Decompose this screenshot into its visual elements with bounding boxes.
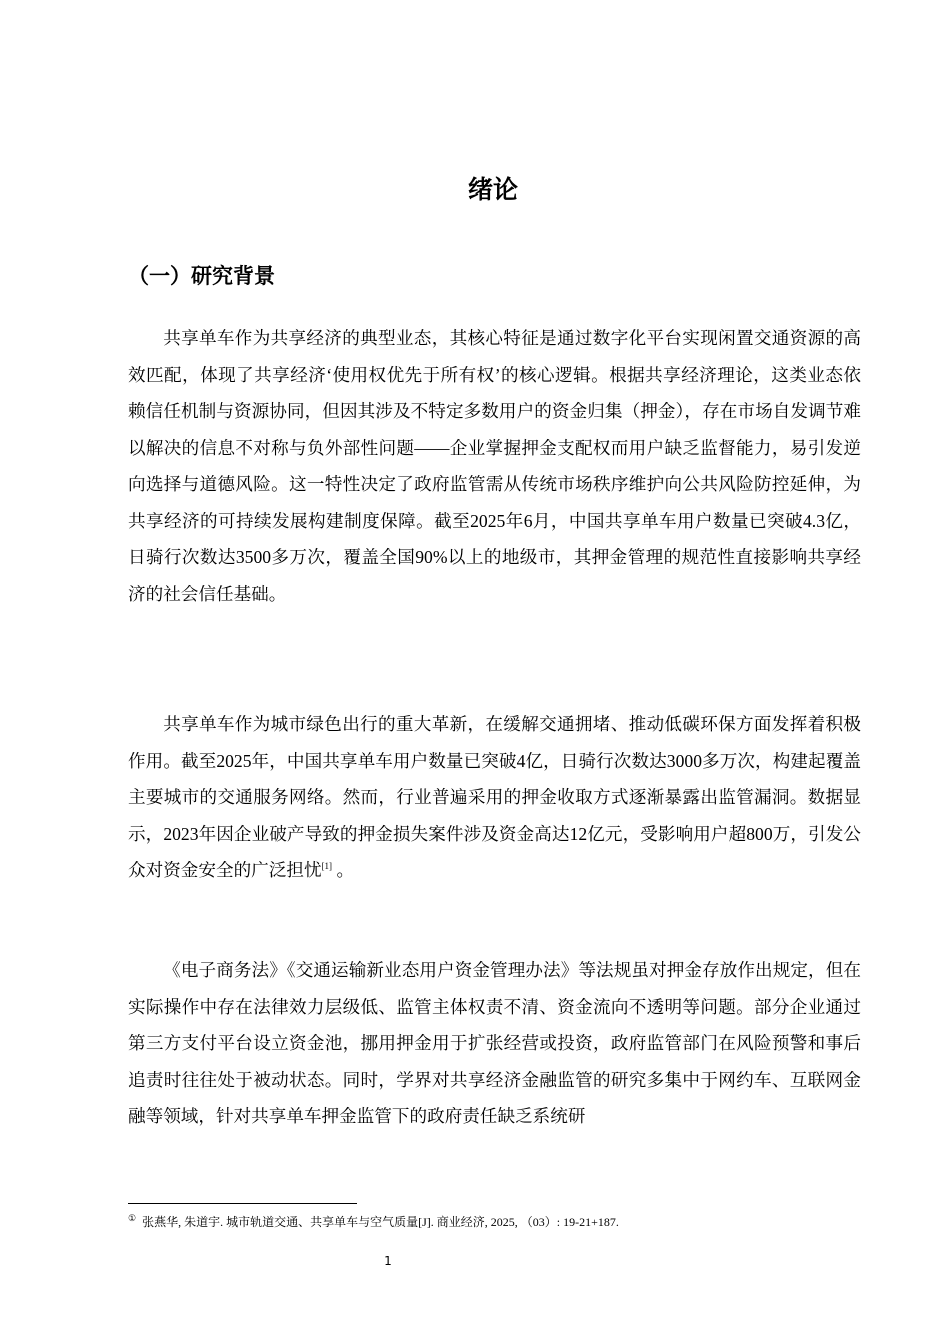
paragraph-text-tail: 。 [332,860,355,880]
page-title: 绪论 [467,175,518,204]
section-heading: （一）研究背景 [128,264,275,288]
footnote [128,1213,868,1231]
paragraph-text: 《电子商务法》《交通运输新业态用户资金管理办法》等法规虽对押金存放作出规定，但在实际操作中存在法律效力层级低、监管主体权责不清、资金流向不透明等问题。部分企业通过第三方支付平台设立资金池，挪用押金用于扩张经营或投资，政府监管部门在风险预警和事后追责时往往处于被动状态。同时，学界对共享经济金融监管的研究多集中于网约车、互联网金融等领域，针对共享单车押金监管下的政府责任缺乏系统研 [128,960,861,1126]
paragraph-text [128,706,861,889]
paragraph-text-main: 共享单车作为城市绿色出行的重大革新，在缓解交通拥堵、推动低碳环保方面发挥着积极作用。截至2025年，中国共享单车用户数量已突破4亿，日骑行次数达3000多万次，构建起覆盖主要城市的交通服务网络。然而，行业普遍采用的押金收取方式逐渐暴露出监管漏洞。数据显示，2023年因企业破产导致的押金损失案件涉及资金高达12亿元，受影响用户超800万，引发公众对资金安全的广泛担忧 [128,714,861,880]
citation-reference[interactable]: [1] [321,861,333,872]
body-paragraph-1 [128,320,861,612]
footnote-text: 张燕华, 朱道宇. 城市轨道交通、共享单车与空气质量[J]. 商业经济, 2025, （03）: 19-21+187. [142,1215,619,1229]
body-paragraph-3 [128,952,861,1135]
footnote-divider [128,1203,357,1204]
footnote-marker: ① [128,1213,137,1223]
page-number: 1 [384,1254,392,1268]
body-paragraph-2 [128,706,861,889]
paragraph-text: 共享单车作为共享经济的典型业态，其核心特征是通过数字化平台实现闲置交通资源的高效匹配，体现了共享经济‘使用权优先于所有权’的核心逻辑。根据共享经济理论，这类业态依赖信任机制与资源协同，但因其涉及不特定多数用户的资金归集（押金），存在市场自发调节难以解决的信息不对称与负外部性问题——企业掌握押金支配权而用户缺乏监督能力，易引发逆向选择与道德风险。这一特性决定了政府监管需从传统市场秩序维护向公共风险防控延伸，为共享经济的可持续发展构建制度保障。截至2025年6月，中国共享单车用户数量已突破4.3亿，日骑行次数达3500多万次，覆盖全国90%以上的地级市，其押金管理的规范性直接影响共享经济的社会信任基础。 [128,328,861,604]
